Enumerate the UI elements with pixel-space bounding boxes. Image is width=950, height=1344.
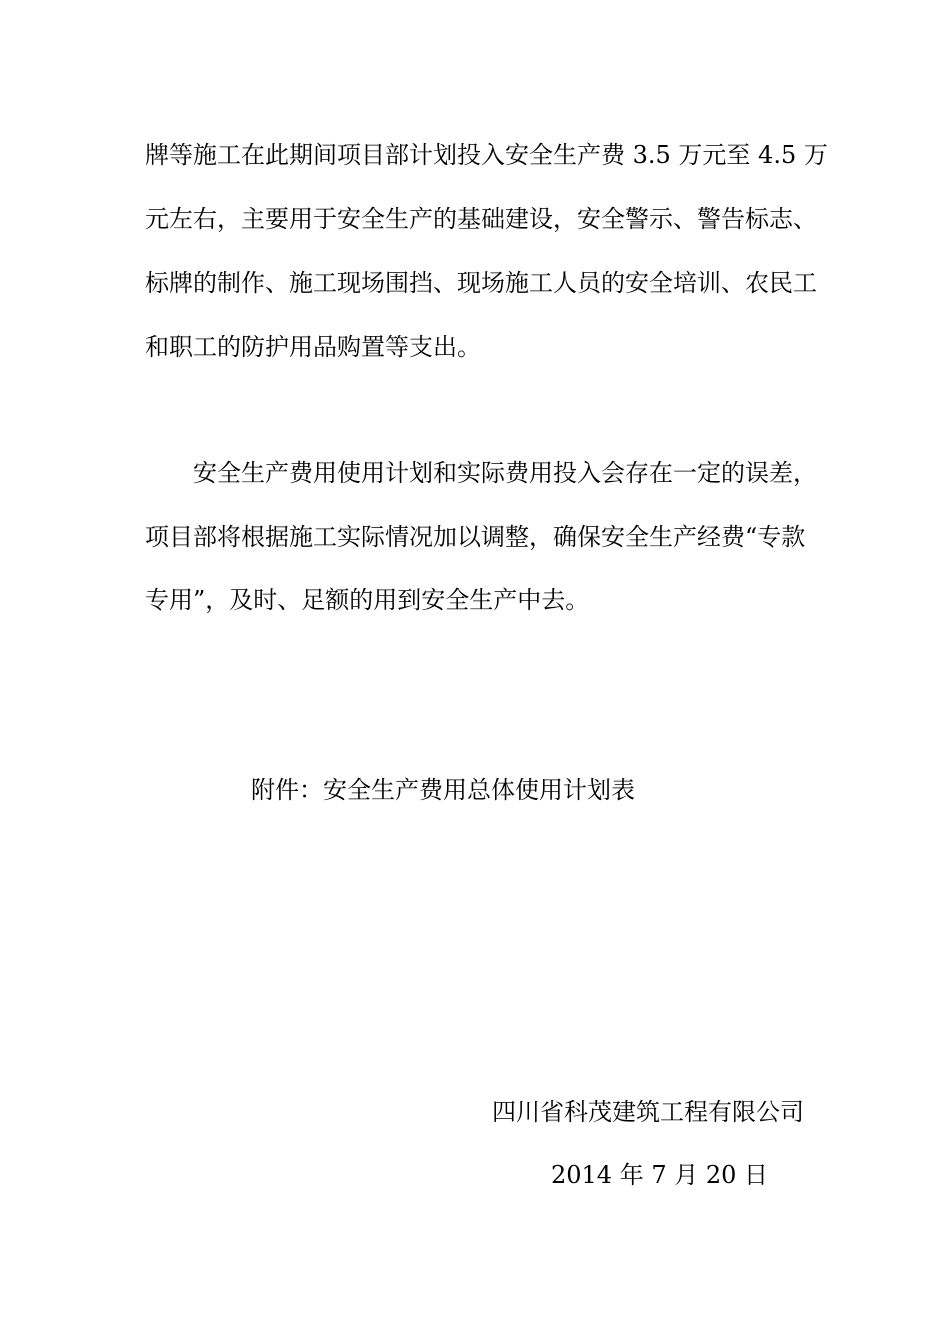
signature-date: 2014 年 7 月 20 日 bbox=[551, 1161, 769, 1189]
paragraph-line: 元左右，主要用于安全生产的基础建设，安全警示、警告标志、 bbox=[145, 205, 817, 233]
company-signature: 四川省科茂建筑工程有限公司 bbox=[492, 1098, 804, 1126]
paragraph-line: 项目部将根据施工实际情况加以调整，确保安全生产经费“专款 bbox=[145, 523, 806, 551]
attachment-note: 附件：安全生产费用总体使用计划表 bbox=[251, 776, 635, 804]
paragraph-line: 专用”，及时、足额的用到安全生产中去。 bbox=[145, 586, 590, 614]
paragraph-line: 牌等施工在此期间项目部计划投入安全生产费 3.5 万元至 4.5 万 bbox=[145, 141, 828, 169]
paragraph-line: 安全生产费用使用计划和实际费用投入会存在一定的误差， bbox=[193, 459, 817, 487]
paragraph-line: 标牌的制作、施工现场围挡、现场施工人员的安全培训、农民工 bbox=[145, 269, 817, 297]
paragraph-line: 和职工的防护用品购置等支出。 bbox=[145, 333, 481, 361]
